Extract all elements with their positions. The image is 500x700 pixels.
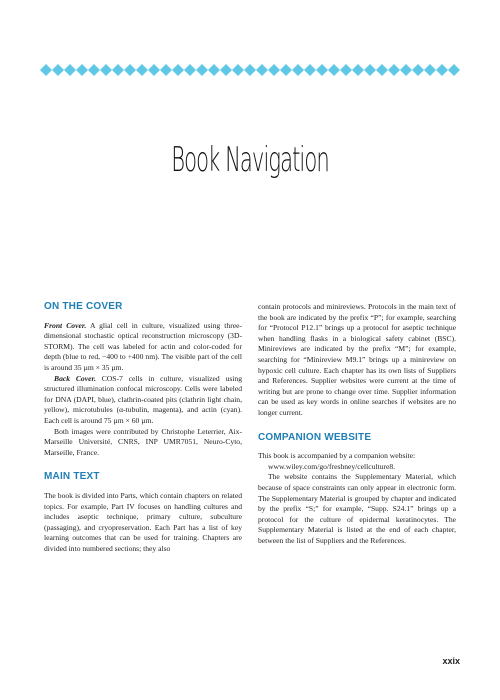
back-cover-lead: Back Cover. [54, 373, 96, 383]
front-cover-text: A glial cell in culture, visualized using three-dimensional stochastic optical reconstruction microscopy (3D-STORM). The cell was labeled for actin and color-coded for depth (blue to red, −400 to +400 nm). The visible part of the cell is around 35 µm × 35 µm. [44, 320, 242, 372]
decorative-diamond [100, 64, 112, 76]
companion-intro-text: This book is accompanied by a companion website: [258, 451, 416, 461]
decorative-diamond [148, 64, 160, 76]
decorative-diamond [292, 64, 304, 76]
decorative-diamond [328, 64, 340, 76]
decorative-diamond [196, 64, 208, 76]
decorative-diamond [340, 64, 352, 76]
back-cover-text: COS-7 cells in culture, visualized using structured illumination confocal microscopy. Cells were labeled for DNA (DAPI, blue), clathrin-coated pits (clathrin light chain, yellow), microtubules (α-tubulin, magenta), and actin (cyan). Each cell is around 75 µm × 60 µm. [44, 373, 242, 425]
back-cover-paragraph [44, 374, 242, 427]
decorative-diamond [76, 64, 88, 76]
main-text-paragraph: The book is divided into Parts, which contain chapters on related topics. For example, Part IV focuses on handling cultures and includes aseptic technique, primary culture, subculture (passaging), and cryopreservation. Each Part has a list of key learning outcomes that can be used for training. Chapters are divided into numbered sections; they also [44, 490, 242, 553]
page-title: Book Navigation [171, 140, 329, 180]
companion-intro-paragraph [258, 451, 456, 472]
decorative-diamond [232, 64, 244, 76]
decorative-diamond [424, 64, 436, 76]
decorative-diamond [256, 64, 268, 76]
decorative-diamond [112, 64, 124, 76]
heading-companion-website: COMPANION WEBSITE [258, 431, 372, 443]
decorative-diamond [268, 64, 280, 76]
decorative-diamond [184, 64, 196, 76]
page-number: xxix [442, 656, 460, 666]
decorative-diamond [40, 64, 52, 76]
decorative-diamond [388, 64, 400, 76]
main-text-continued-paragraph: contain protocols and minireviews. Protocols in the main text of the book are indicated by the prefix “P”; for example, searching for “Protocol P12.1” brings up a protocol for aseptic technique when handling flasks in a biological safety cabinet (BSC). Minireviews are indicated by the prefix “M”; for example, searching for “Minireview M9.1” brings up a minireview on hypoxic cell culture. Each chapter has its own lists of Suppliers and References. Supplier websites were current at the time of writing but are prone to change over time. Supplier information can be used as key words in online searches if websites are no longer current. [258, 302, 456, 417]
decorative-diamond [220, 64, 232, 76]
decorative-diamond [244, 64, 256, 76]
decorative-diamond [400, 64, 412, 76]
image-credit-paragraph: Both images were contributed by Christophe Leterrier, Aix-Marseille Université, CNRS, INP UMR7051, Neuro-Cyto, Marseille, France. [44, 426, 242, 457]
decorative-diamond [52, 64, 64, 76]
heading-main-text: MAIN TEXT [44, 471, 100, 483]
decorative-diamond [352, 64, 364, 76]
decorative-diamond [436, 64, 448, 76]
decorative-diamond [316, 64, 328, 76]
decorative-diamond [412, 64, 424, 76]
front-cover-lead: Front Cover. [44, 320, 87, 330]
decorative-diamond [124, 64, 136, 76]
companion-website-link[interactable]: www.wiley.com/go/freshney/cellculture8. [268, 461, 396, 471]
left-column [44, 302, 242, 554]
front-cover-paragraph [44, 321, 242, 374]
decorative-diamond [280, 64, 292, 76]
companion-description-paragraph: The website contains the Supplementary Material, which because of space constraints can only appear in electronic form. The Supplementary Material is grouped by chapter and indicated by the prefix “S;” for example, “Supp. S24.1” brings up a protocol for the culture of epidermal keratinocytes. The Supplementary Material is listed at the end of each chapter, between the list of Suppliers and the References. [258, 472, 456, 545]
heading-on-the-cover: ON THE COVER [44, 301, 123, 312]
decorative-diamond [136, 64, 148, 76]
decorative-diamond [376, 64, 388, 76]
decorative-diamond [172, 64, 184, 76]
decorative-diamond [88, 64, 100, 76]
decorative-diamond [364, 64, 376, 76]
decorative-diamond [64, 64, 76, 76]
decorative-diamond [448, 64, 460, 76]
decorative-diamond [208, 64, 220, 76]
decorative-diamond [304, 64, 316, 76]
right-column [258, 302, 456, 546]
decorative-diamond [160, 64, 172, 76]
decorative-diamond-band [40, 64, 460, 76]
